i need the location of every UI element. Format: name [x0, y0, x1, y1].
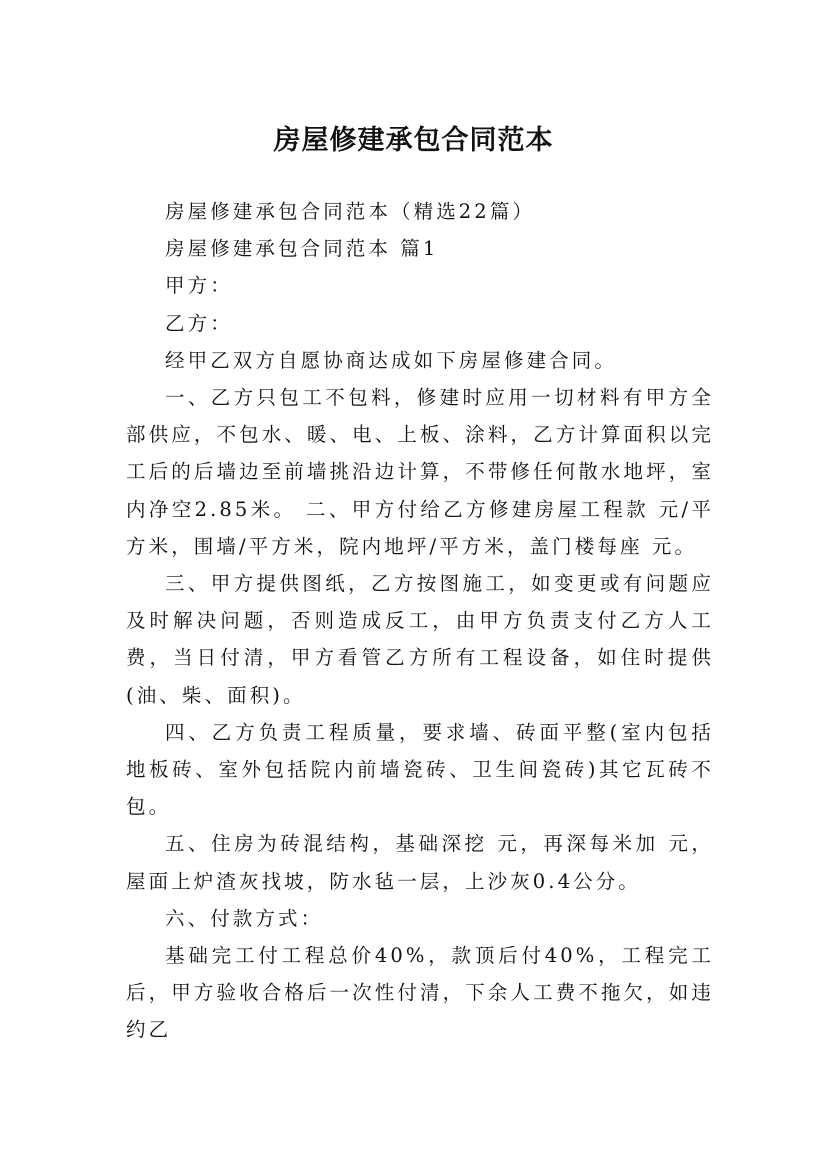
paragraph-clause-5: 五、住房为砖混结构，基础深挖 元，再深每米加 元，屋面上炉渣灰找坡，防水毡一层，上沙灰0.4公分。	[126, 832, 714, 893]
paragraph-subtitle: 房屋修建承包合同范本（精选22篇）	[165, 200, 536, 223]
paragraph-clause-1-2: 一、乙方只包工不包料，修建时应用一切材料有甲方全部供应，不包水、暖、电、上板、涂料，乙方计算面积以完工后的后墙边至前墙挑沿边计算，不带修任何散水地坪，室内净空2.85米。 二、甲方付给乙方修建房屋工程款 元/平方米，围墙/平方米，院内地坪/平方米，盖门楼每座 元。	[126, 386, 714, 558]
paragraph-section-heading: 房屋修建承包合同范本 篇1	[165, 237, 439, 261]
paragraph-clause-4: 四、乙方负责工程质量，要求墙、砖面平整(室内包括地板砖、室外包括院内前墙瓷砖、卫生间瓷砖)其它瓦砖不包。	[126, 720, 714, 819]
paragraph-payment-terms: 基础完工付工程总价40%，款顶后付40%，工程完工后，甲方验收合格后一次性付清，下余人工费不拖欠，如违约乙	[126, 944, 714, 1042]
paragraph-intro: 经甲乙双方自愿协商达成如下房屋修建合同。	[165, 348, 618, 372]
paragraph-clause-6-heading: 六、付款方式：	[165, 906, 324, 930]
document-body	[126, 193, 714, 1049]
paragraph-party-a: 甲方：	[165, 274, 233, 298]
paragraph-clause-3: 三、甲方提供图纸，乙方按图施工，如变更或有问题应及时解决问题，否则造成反工，由甲方负责支付乙方人工费，当日付清，甲方看管乙方所有工程设备，如住时提供(油、柴、面积)。	[126, 572, 714, 707]
document-title: 房屋修建承包合同范本	[273, 125, 554, 157]
paragraph-party-b: 乙方：	[165, 311, 233, 335]
